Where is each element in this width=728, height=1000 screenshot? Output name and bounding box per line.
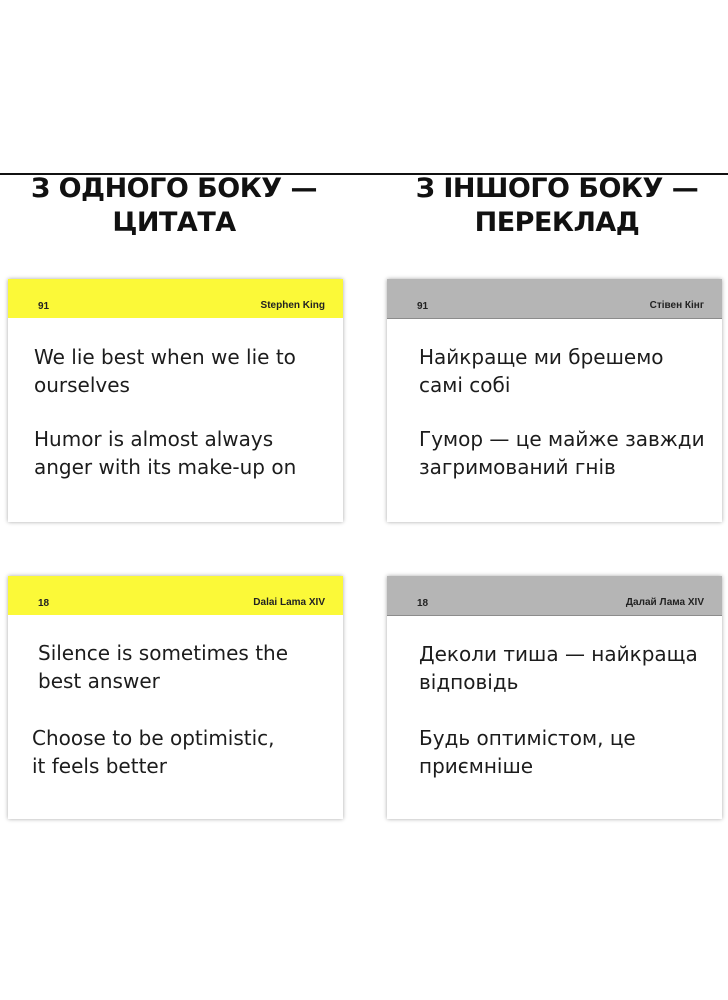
translation-card — [387, 279, 722, 522]
quote-card — [8, 576, 343, 819]
card-header — [8, 576, 343, 615]
quote-card — [8, 279, 343, 522]
card-quote-text: Humor is almost always anger with its make-up on — [34, 427, 297, 479]
card-number: 18 — [38, 598, 50, 609]
card-header — [8, 279, 343, 318]
card-quote-text: Choose to be optimistic, it feels better — [32, 726, 275, 778]
card-header — [387, 279, 722, 319]
card-header — [387, 576, 722, 616]
heading-line: ПЕРЕКЛАД — [474, 207, 640, 238]
card-number: 91 — [417, 301, 429, 312]
translation-card — [387, 576, 722, 819]
card-author: Dalai Lama XIV — [253, 597, 325, 608]
card-quote-text: Silence is sometimes the best answer — [38, 641, 289, 693]
heading-quote-side — [4, 172, 344, 240]
heading-line: ЦИТАТА — [112, 207, 236, 238]
card-number: 91 — [38, 301, 50, 312]
heading-line: З ІНШОГО БОКУ — — [415, 173, 699, 204]
card-author: Стівен Кінг — [649, 300, 704, 311]
card-author: Далай Лама XIV — [625, 597, 704, 608]
card-translation-text: Гумор — це майже завжди загримований гнів — [419, 427, 705, 479]
card-quote-text: We lie best when we lie to ourselves — [34, 345, 296, 397]
heading-line: З ОДНОГО БОКУ — — [30, 173, 317, 204]
card-translation-text: Найкраще ми брешемо самі собі — [419, 345, 664, 397]
card-number: 18 — [417, 598, 429, 609]
card-author: Stephen King — [260, 300, 325, 311]
heading-translation-side — [387, 172, 727, 240]
card-translation-text: Деколи тиша — найкраща відповідь — [419, 642, 698, 694]
card-translation-text: Будь оптимістом, це приємніше — [419, 726, 636, 778]
